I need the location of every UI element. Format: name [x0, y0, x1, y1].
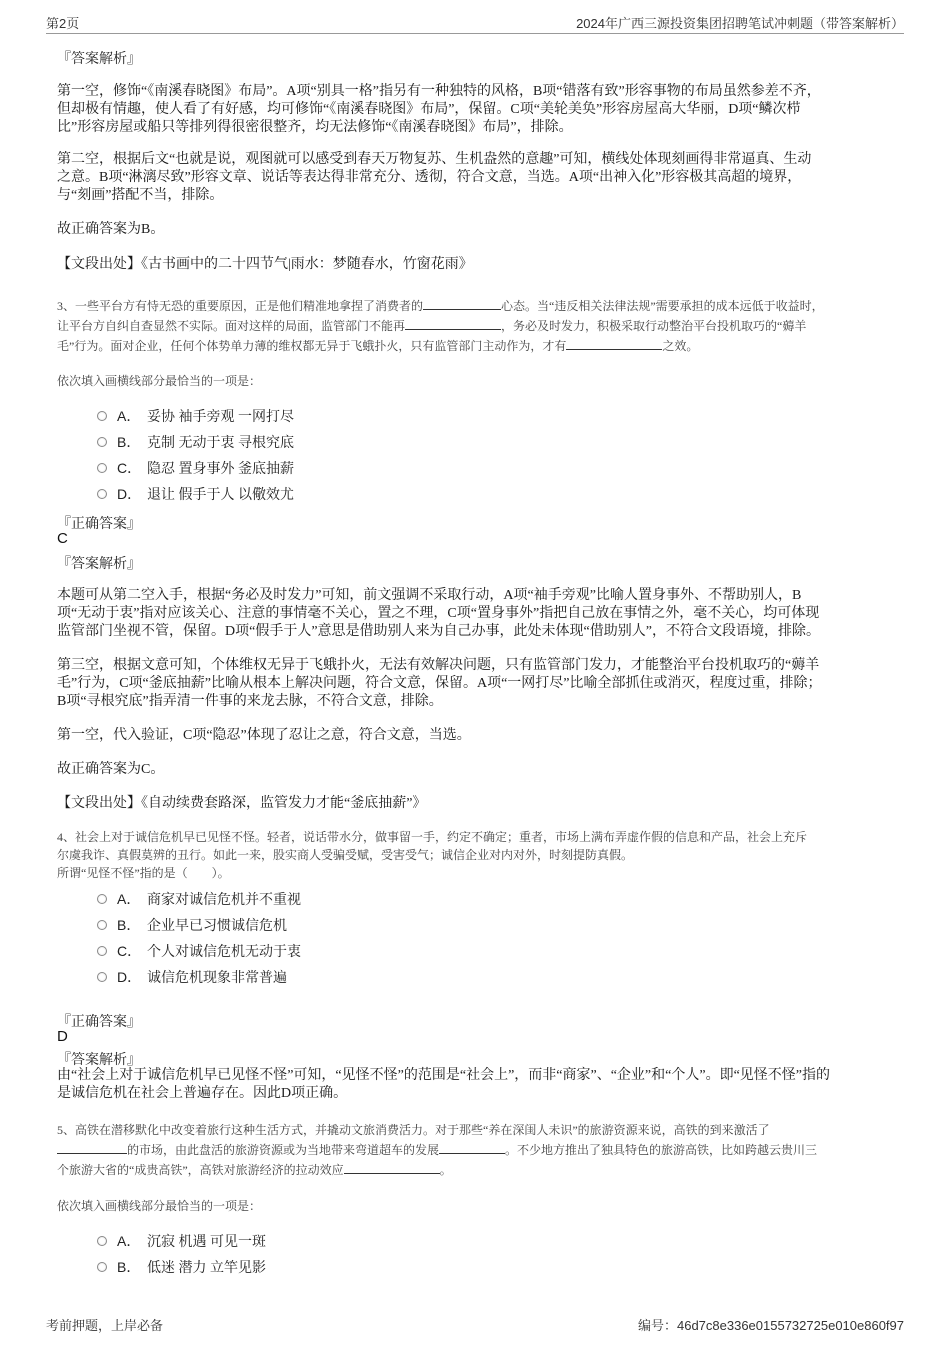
- q5-prompt: 依次填入画横线部分最恰当的一项是：: [57, 1199, 262, 1213]
- text-line: B项“寻根究底”指弄清一件事的来龙去脉，不符合文意，排除。: [57, 694, 443, 709]
- option-letter: D．: [117, 486, 142, 502]
- q2-analysis-p1: [57, 83, 821, 137]
- option-text: 商家对诚信危机并不重视: [147, 893, 301, 908]
- option-letter: C．: [117, 460, 142, 476]
- fill-blank: [344, 1160, 440, 1174]
- q2-source: 【文段出处】《古书画中的二十四节气|雨水：梦随春水，竹窗花雨》: [57, 257, 473, 272]
- option-a[interactable]: [97, 889, 301, 909]
- q5-options: [97, 1231, 266, 1277]
- stem-text: 4、社会上对于诚信危机早已见怪不怪。轻者，说话带水分，做事留一手，约定不确定；重者，市场上满布弄虚作假的信息和产品，社会上充斥: [57, 830, 808, 844]
- fill-blank: [566, 336, 662, 350]
- stem-text: 。: [439, 1163, 452, 1177]
- q3-analysis-p2: [57, 657, 822, 711]
- option-text: 个人对诚信危机无动于衷: [147, 945, 301, 960]
- q3-stem: [57, 296, 824, 356]
- option-letter: A．: [117, 1233, 141, 1249]
- stem-text: 之效。: [662, 339, 699, 353]
- option-letter: B．: [117, 1259, 141, 1275]
- stem-text: 个旅游大省的“成贵高铁”，高铁对旅游经济的拉动效应: [57, 1163, 344, 1177]
- option-letter: B．: [117, 434, 141, 450]
- radio-icon[interactable]: [97, 972, 107, 982]
- q4-analysis: [57, 1067, 830, 1103]
- text-line: 第一空，修饰“《南溪春晓图》布局”。A项“别具一格”指另有一种独特的风格，B项“错落有致”形容事物的布局虽然参差不齐，: [57, 84, 821, 99]
- text-line: 第二空，根据后文“也就是说，观图就可以感受到春天万物复苏、生机盎然的意趣”可知，横线处体现刻画得非常逼真、生动: [57, 152, 812, 167]
- radio-icon[interactable]: [97, 489, 107, 499]
- q4-options: [97, 889, 301, 987]
- option-text: 妥协 袖手旁观 一网打尽: [147, 410, 294, 425]
- text-line: 项“无动于衷”指对应该关心、注意的事情毫不关心，置之不理，C项“置身事外”指把自己放在事情之外，毫不关心，均可体现: [57, 606, 820, 621]
- fill-blank: [57, 1140, 127, 1154]
- option-b[interactable]: [97, 915, 301, 935]
- text-line: 本题可从第二空入手，根据“务必及时发力”可知，前文强调不采取行动，A项“袖手旁观”比喻人置身事外、不帮助别人，B: [57, 588, 802, 603]
- text-line: 是诚信危机在社会上普遍存在。因此D项正确。: [57, 1086, 348, 1101]
- q3-options: [97, 406, 294, 504]
- option-a[interactable]: [97, 1231, 266, 1251]
- option-d[interactable]: [97, 484, 294, 504]
- text-line: 由“社会上对于诚信危机早已见怪不怪”可知，“见怪不怪”的范围是“社会上”，而非“商家”、“企业”和“个人”。即“见怪不怪”指的: [57, 1068, 830, 1083]
- option-letter: A．: [117, 408, 141, 424]
- text-line: 第三空，根据文意可知，个体维权无异于飞蛾扑火，无法有效解决问题，只有监管部门发力，才能整治平台投机取巧的“薅羊: [57, 658, 820, 673]
- option-c[interactable]: [97, 941, 301, 961]
- header-divider: [46, 33, 904, 34]
- option-a[interactable]: [97, 406, 294, 426]
- radio-icon[interactable]: [97, 1262, 107, 1272]
- radio-icon[interactable]: [97, 463, 107, 473]
- option-text: 诚信危机现象非常普遍: [147, 971, 287, 986]
- text-line: 但却极有情趣，使人看了有好感，均可修饰“《南溪春晓图》布局”，保留。C项“美轮美奂”形容房屋高大华丽，D项“鳞次栉: [57, 102, 801, 117]
- q2-conclusion: 故正确答案为B。: [57, 222, 165, 237]
- q2-analysis-p2: [57, 151, 811, 205]
- option-d[interactable]: [97, 967, 301, 987]
- document-title: 2024年广西三源投资集团招聘笔试冲刺题（带答案解析）: [576, 16, 904, 31]
- q3-answer: C: [57, 530, 68, 547]
- q3-conclusion: 故正确答案为C。: [57, 762, 165, 777]
- q4-answer-label: 『正确答案』: [57, 1015, 141, 1030]
- option-c[interactable]: [97, 458, 294, 478]
- option-text: 低迷 潜力 立竿见影: [147, 1261, 266, 1276]
- q3-prompt: 依次填入画横线部分最恰当的一项是：: [57, 374, 262, 388]
- stem-text: 的市场，由此盘活的旅游资源或为当地带来弯道超车的发展: [127, 1143, 440, 1157]
- q3-analysis-p3: 第一空，代入验证，C项“隐忍”体现了忍让之意，符合文意，当选。: [57, 728, 471, 743]
- text-line: 之意。B项“淋漓尽致”形容文章、说话等表达得非常充分、透彻，符合文意，当选。A项“出神入化”形容极其高超的境界，: [57, 170, 802, 185]
- stem-text: 5、高铁在潜移默化中改变着旅行这种生活方式，并撬动文旅消费活力。对于那些“养在深闺人未识”的旅游资源来说，高铁的到来激活了: [57, 1123, 770, 1137]
- radio-icon[interactable]: [97, 920, 107, 930]
- radio-icon[interactable]: [97, 437, 107, 447]
- page-number: 第2页: [46, 16, 80, 31]
- stem-text: ，务必及时发力，积极采取行动整治平台投机取巧的“薅羊: [501, 319, 807, 333]
- option-text: 隐忍 置身事外 釜底抽薪: [147, 462, 294, 477]
- option-b[interactable]: [97, 432, 294, 452]
- stem-text: 让平台方自纠自查显然不实际。面对这样的局面，监管部门不能再: [57, 319, 406, 333]
- text-line: 与“刻画”搭配不当，排除。: [57, 188, 224, 203]
- q3-analysis-label: 『答案解析』: [57, 557, 141, 572]
- stem-text: 所谓“见怪不怪”指的是（ ）。: [57, 866, 230, 880]
- q3-answer-label: 『正确答案』: [57, 517, 141, 532]
- radio-icon[interactable]: [97, 411, 107, 421]
- q2-analysis-label: 『答案解析』: [57, 52, 141, 67]
- fill-blank: [405, 316, 501, 330]
- q4-answer: D: [57, 1028, 68, 1045]
- text-line: 监管部门坐视不管，保留。D项“假手于人”意思是借助别人来为自己办事，此处未体现“借助别人”，不符合文段语境，排除。: [57, 624, 820, 639]
- radio-icon[interactable]: [97, 946, 107, 956]
- stem-text: 3、一些平台方有恃无恐的重要原因，正是他们精准地拿捏了消费者的: [57, 299, 424, 313]
- option-text: 克制 无动于衷 寻根究底: [147, 436, 294, 451]
- option-b[interactable]: [97, 1257, 266, 1277]
- option-text: 企业早已习惯诚信危机: [147, 919, 287, 934]
- fill-blank: [439, 1140, 505, 1154]
- option-letter: B．: [117, 917, 141, 933]
- text-line: 比”形容房屋或船只等排列得很密很整齐，均无法修饰“《南溪春晓图》布局”，排除。: [57, 120, 573, 135]
- stem-text: 心态。当“违反相关法律法规”需要承担的成本远低于收益时，: [501, 299, 824, 313]
- radio-icon[interactable]: [97, 1236, 107, 1246]
- stem-text: 毛”行为。面对企业，任何个体势单力薄的维权都无异于飞蛾扑火，只有监管部门主动作为，才有: [57, 339, 567, 353]
- radio-icon[interactable]: [97, 894, 107, 904]
- stem-text: 。不少地方推出了独具特色的旅游高铁，比如跨越云贵川三: [505, 1143, 818, 1157]
- footer-serial: 编号：46d7c8e336e0155732725e010e860f97: [637, 1318, 904, 1333]
- option-letter: A．: [117, 891, 141, 907]
- option-text: 退让 假手于人 以儆效尤: [147, 488, 294, 503]
- footer-slogan: 考前押题，上岸必备: [46, 1318, 164, 1333]
- q3-source: 【文段出处】《自动续费套路深，监管发力才能“釜底抽薪”》: [57, 796, 427, 811]
- q5-stem: [57, 1120, 817, 1180]
- option-letter: D．: [117, 969, 142, 985]
- stem-text: 尔虞我诈、真假莫辨的丑行。如此一来，股实商人受骗受赋，受害受气；诚信企业对内对外，时刻提防真假。: [57, 848, 634, 862]
- option-text: 沉寂 机遇 可见一斑: [147, 1235, 266, 1250]
- text-line: 毛”行为，C项“釜底抽薪”比喻从根本上解决问题，符合文意，保留。A项“一网打尽”比喻全部抓住或消灭，程度过重，排除；: [57, 676, 822, 691]
- q4-stem: [57, 828, 807, 882]
- option-letter: C．: [117, 943, 142, 959]
- fill-blank: [423, 296, 501, 310]
- q4-analysis-label: 『答案解析』: [57, 1053, 141, 1068]
- q3-analysis-p1: [57, 587, 820, 641]
